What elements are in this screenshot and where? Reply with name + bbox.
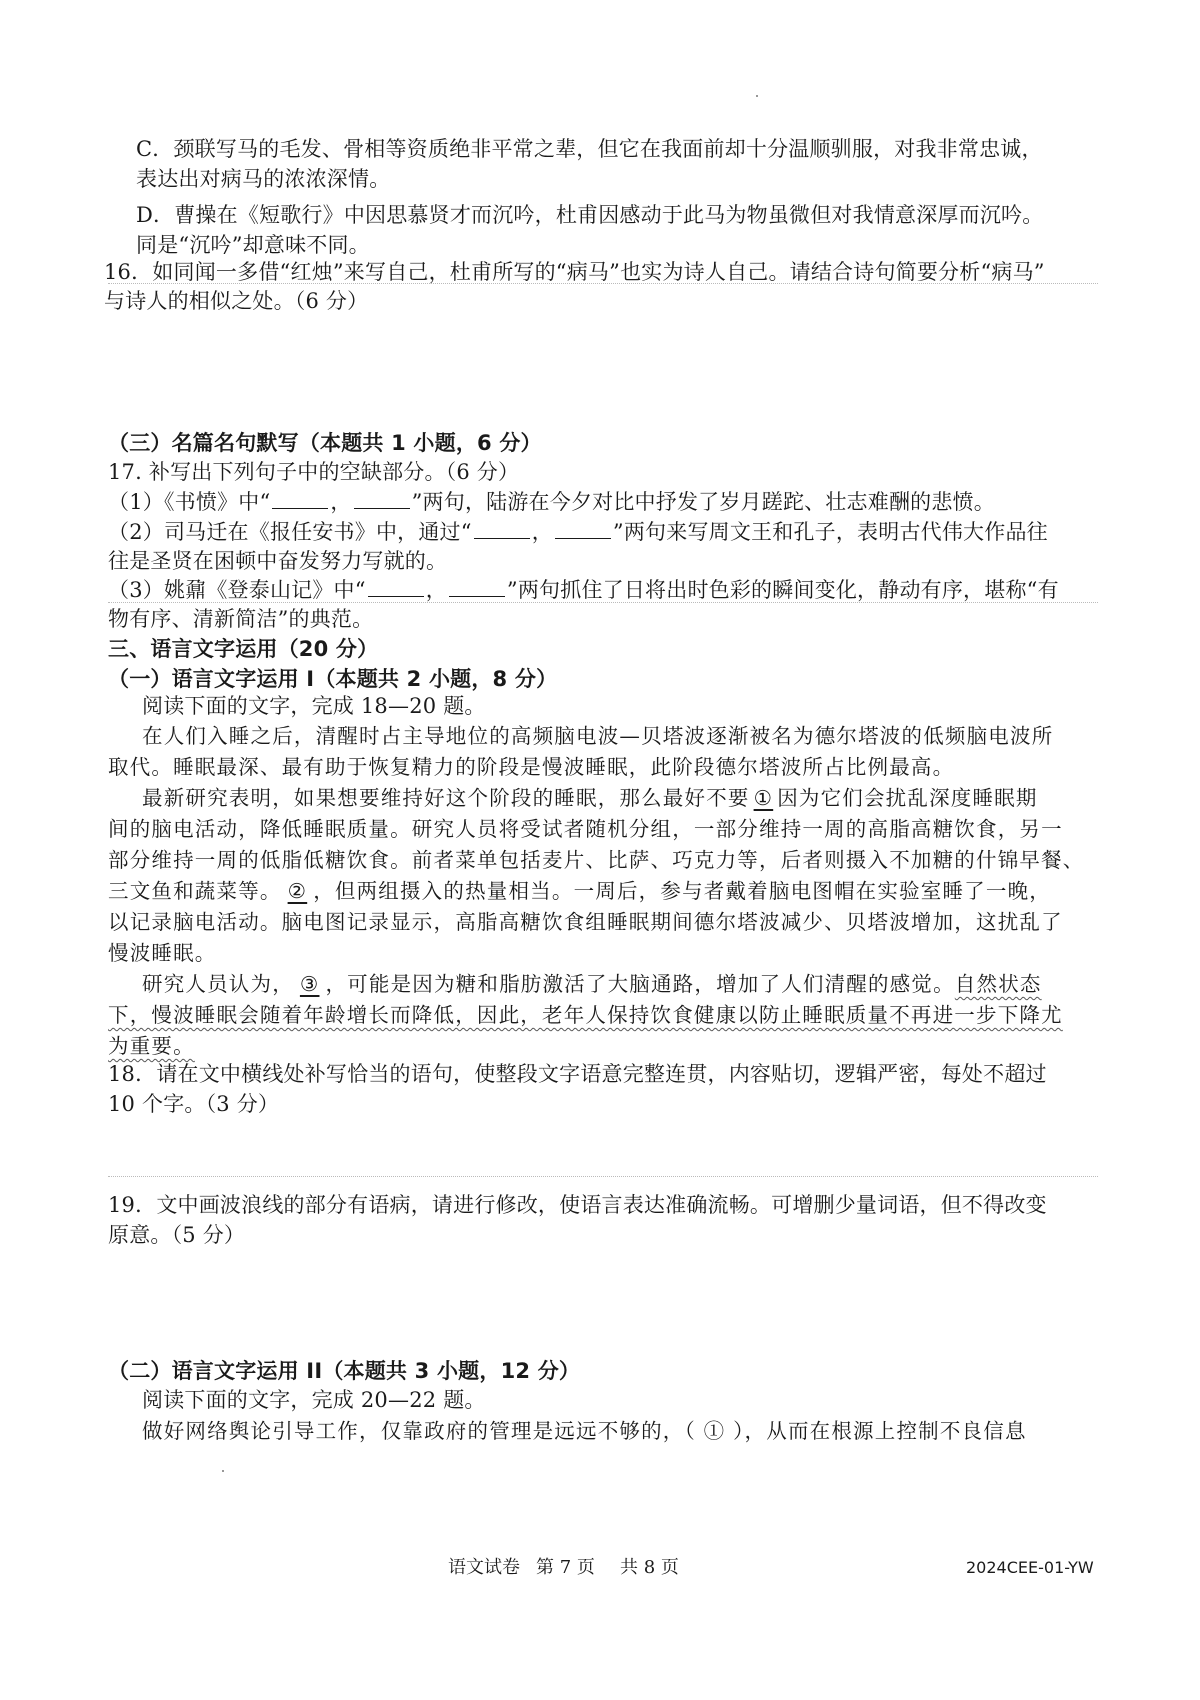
passage1-p2-line1: [142, 783, 1038, 813]
blank-3-marker: ③: [299, 972, 320, 996]
wavy-underlined-text-2: 下，慢波睡眠会随着年龄增长而降低，因此，老年人保持饮食健康以防止睡眠质量不再进一步下降尤: [108, 1003, 1063, 1027]
footer-subject: 语文试卷: [448, 1557, 520, 1578]
q17-dotted-rule: [108, 602, 1098, 603]
q16-stem-line2: 与诗人的相似之处。（6 分）: [104, 289, 369, 313]
blank-2-marker: ②: [287, 879, 308, 903]
q17-item3-prefix: （3）姚鼐《登泰山记》中“: [108, 578, 366, 602]
q18-stem-line1: 18．请在文中横线处补写恰当的语句，使整段文字语意完整连贯，内容贴切，逻辑严密，每处不超过: [108, 1062, 1047, 1086]
q16-dotted-rule: [108, 283, 1098, 284]
q17-item-2-cont: 往是圣贤在困顿中奋发努力写就的。: [108, 549, 448, 573]
section-3-heading: （三）名篇名句默写（本题共 1 小题，6 分）: [108, 431, 542, 455]
passage1-p1-line2: 取代。睡眠最深、最有助于恢复精力的阶段是慢波睡眠，此阶段德尔塔波所占比例最高。: [108, 755, 955, 779]
q15-option-d-line1: D．曹操在《短歌行》中因思慕贤才而沉吟，杜甫因感动于此马为物虽微但对我情意深厚而沉吟。: [136, 203, 1044, 227]
blank-1-marker: ①: [753, 786, 774, 810]
q17-title: 17. 补写出下列句子中的空缺部分。（6 分）: [108, 460, 520, 484]
q17-item2-prefix: （2）司马迁在《报任安书》中，通过“: [108, 520, 472, 544]
reading-instruction-2: 阅读下面的文字，完成 20—22 题。: [142, 1388, 486, 1412]
passage2-text-a: 做好网络舆论引导工作，仅靠政府的管理是远远不够的，（: [142, 1419, 704, 1443]
q17-item2-comma: ，: [531, 520, 553, 544]
q17-item3-blank-a[interactable]: [368, 596, 424, 597]
passage1-p2-line6: 慢波睡眠。: [108, 941, 217, 965]
wavy-underlined-text-3: 为重要。: [108, 1034, 195, 1058]
q17-item-1: [108, 487, 995, 517]
q15-option-d-line2: 同是“沉吟”却意味不同。: [136, 233, 370, 257]
blank-circle-1: ①: [703, 1419, 726, 1443]
passage1-p2-text-a: 最新研究表明，如果想要维持好这个阶段的睡眠，那么最好不要: [142, 786, 750, 810]
footer-exam-code: 2024CEE-01-YW: [966, 1558, 1094, 1577]
scan-speck: [222, 1470, 224, 1472]
part-3-heading: 三、语言文字运用（20 分）: [108, 637, 379, 661]
q17-item1-blank-a[interactable]: [272, 508, 328, 509]
q19-stem-line2: 原意。（5 分）: [108, 1223, 246, 1247]
passage2-text-b: ），从而在根源上控制不良信息: [725, 1419, 1027, 1443]
q16-stem-line1: 16．如同闻一多借“红烛”来写自己，杜甫所写的“病马”也实为诗人自己。请结合诗句简要分析“病马”: [104, 260, 1045, 284]
reading-instruction-1: 阅读下面的文字，完成 18—20 题。: [142, 694, 486, 718]
passage1-p1-line1: 在人们入睡之后，清醒时占主导地位的高频脑电波—贝塔波逐渐被名为德尔塔波的低频脑电波所: [142, 724, 1054, 748]
q17-item3-suffix: ”两句抓住了日将出时色彩的瞬间变化，静动有序，堪称“有: [506, 578, 1059, 602]
q17-item1-suffix: ”两句，陆游在今夕对比中抒发了岁月蹉跎、壮志难酬的悲愤。: [411, 490, 995, 514]
footer-page-number: 第 7 页: [536, 1557, 595, 1578]
passage1-p2-line3: 部分维持一周的低脂低糖饮食。前者菜单包括麦片、比萨、巧克力等，后者则摄入不加糖的什锦早餐、: [108, 848, 1085, 872]
q17-item2-blank-b[interactable]: [555, 538, 611, 539]
passage1-p3-line3: [108, 1031, 195, 1061]
q17-item2-suffix: ”两句来写周文王和孔子，表明古代伟大作品往: [612, 520, 1048, 544]
subsection-2-heading: （二）语言文字运用 II（本题共 3 小题，12 分）: [108, 1359, 581, 1383]
q18-answer-rule: [108, 1176, 1098, 1177]
subsection-1-heading: （一）语言文字运用 I（本题共 2 小题，8 分）: [108, 667, 558, 691]
q18-stem-line2: 10 个字。（3 分）: [108, 1092, 280, 1116]
passage1-p2-line4-a: 三文鱼和蔬菜等。: [108, 879, 282, 903]
passage1-p2-line4: [108, 876, 1051, 906]
q17-item3-blank-b[interactable]: [449, 596, 505, 597]
passage1-p3-text-a: 研究人员认为，: [142, 972, 294, 996]
q17-item1-comma: ，: [330, 490, 352, 514]
footer-total-pages: 共 8 页: [620, 1557, 679, 1578]
passage1-p3-line1: [142, 969, 1042, 999]
passage1-p3-line2: [108, 1000, 1063, 1030]
q17-item1-prefix: （1）《书愤》中“: [108, 490, 271, 514]
wavy-underlined-text-1: 自然状态: [954, 972, 1042, 996]
passage1-p2-line5: 以记录脑电活动。脑电图记录显示，高脂高糖饮食组睡眠期间德尔塔波减少、贝塔波增加，这扰乱了: [108, 910, 1063, 934]
passage1-p3-text-b: ，可能是因为糖和脂肪激活了大脑通路，增加了人们清醒的感觉。: [325, 972, 955, 996]
q15-option-c-line1: C．颈联写马的毛发、骨相等资质绝非平常之辈，但它在我面前却十分温顺驯服，对我非常忠诚，: [136, 137, 1043, 161]
q15-option-c-line2: 表达出对病马的浓浓深情。: [136, 167, 391, 191]
passage1-p2-line4-b: ，但两组摄入的热量相当。一周后，参与者戴着脑电图帽在实验室睡了一晚，: [313, 879, 1051, 903]
q17-item-3: [108, 575, 1059, 605]
q17-item-2: [108, 517, 1048, 547]
q17-item2-blank-a[interactable]: [474, 538, 530, 539]
passage1-p2-line2: 间的脑电活动，降低睡眠质量。研究人员将受试者随机分组，一部分维持一周的高脂高糖饮食，另一: [108, 817, 1063, 841]
q17-item-3-cont: 物有序、清新简洁”的典范。: [108, 607, 374, 631]
q17-item3-comma: ，: [425, 578, 447, 602]
passage2-p1-line1: [142, 1416, 1027, 1446]
q19-stem-line1: 19．文中画波浪线的部分有语病，请进行修改，使语言表达准确流畅。可增删少量词语，但不得改变: [108, 1193, 1047, 1217]
scan-speck: [756, 95, 758, 97]
passage1-p2-text-b: 因为它们会扰乱深度睡眠期: [777, 786, 1038, 810]
q17-item1-blank-b[interactable]: [354, 508, 410, 509]
